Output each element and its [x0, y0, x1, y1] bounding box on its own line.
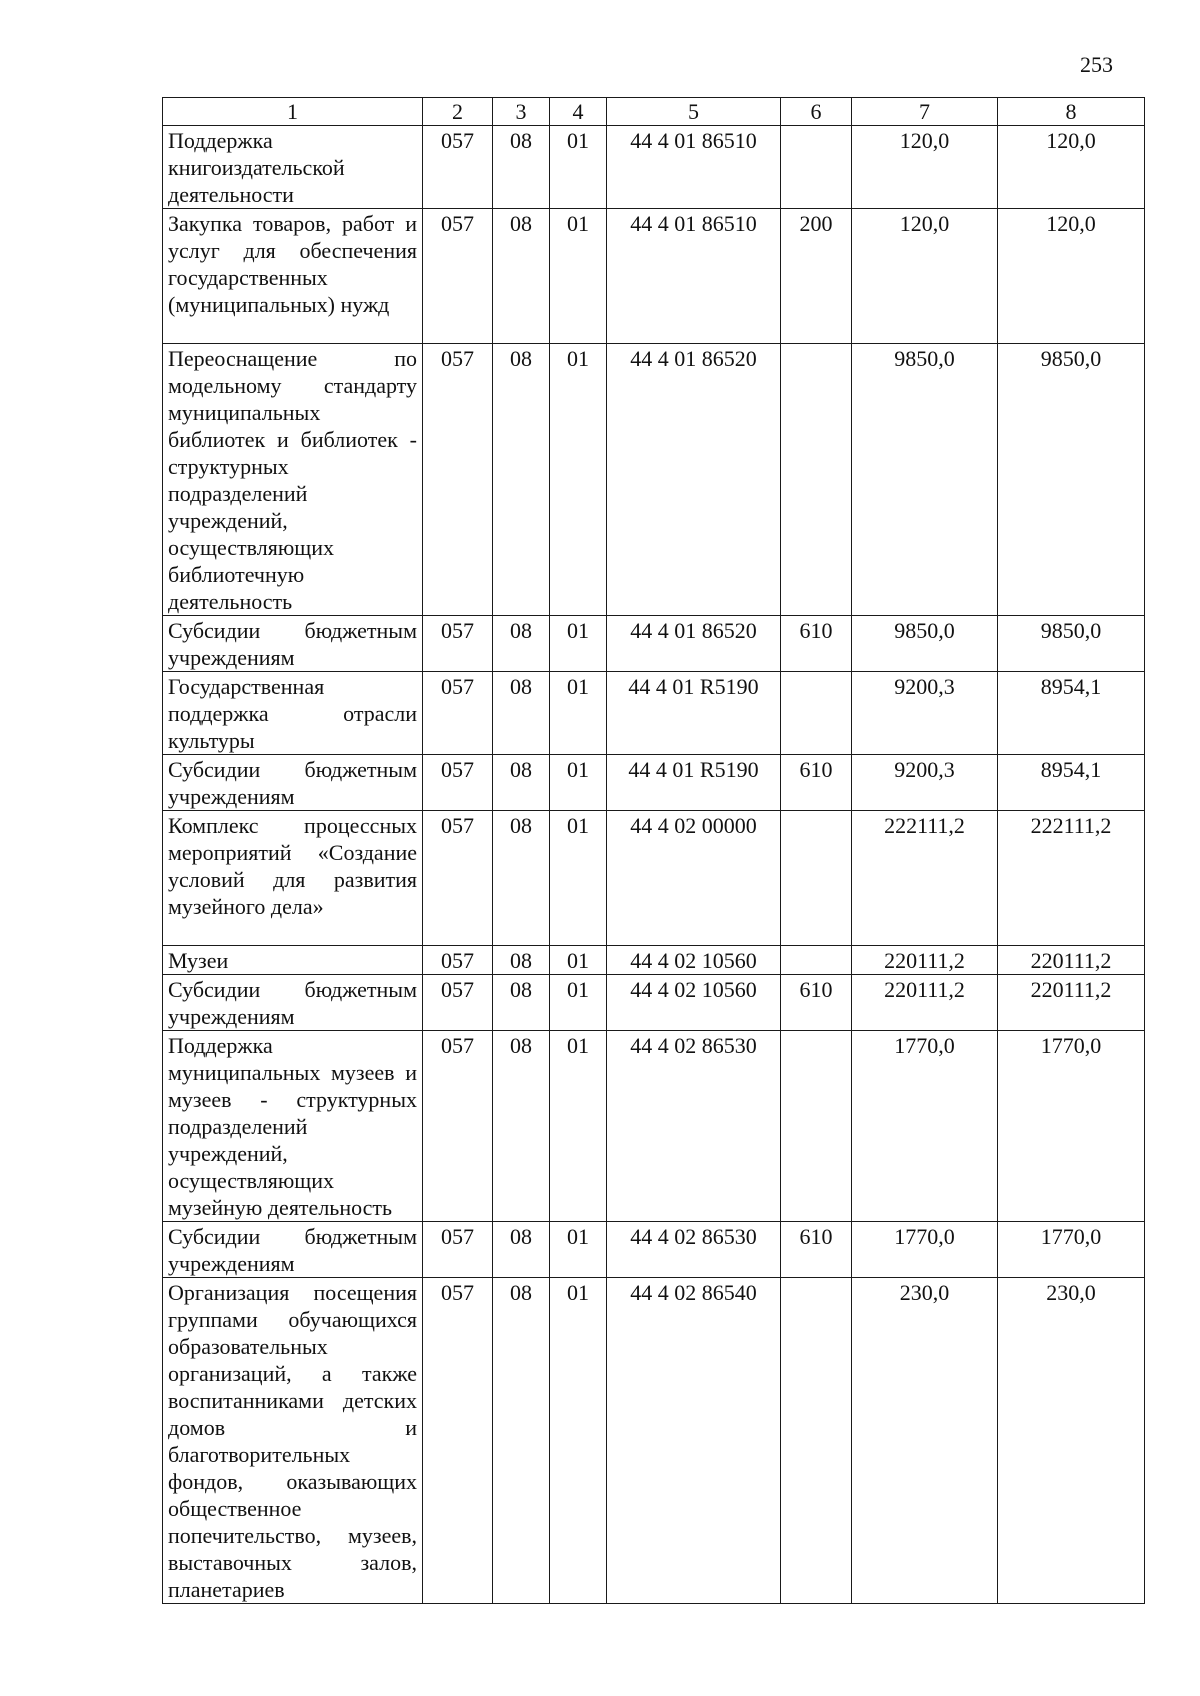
cell-subsection: 01: [550, 1278, 607, 1604]
cell-target-article: 44 4 01 86520: [607, 344, 781, 616]
cell-expense-type: 610: [781, 616, 852, 672]
cell-subsection: 01: [550, 1031, 607, 1222]
row-name: Музеи: [163, 946, 423, 975]
cell-amount-1: 9200,3: [852, 755, 998, 811]
cell-expense-type: [781, 344, 852, 616]
cell-amount-1: 230,0: [852, 1278, 998, 1604]
column-header: 6: [781, 98, 852, 126]
cell-amount-2: 8954,1: [998, 755, 1145, 811]
cell-amount-2: 9850,0: [998, 616, 1145, 672]
cell-expense-type: 610: [781, 975, 852, 1031]
cell-target-article: 44 4 02 10560: [607, 975, 781, 1031]
column-header: 1: [163, 98, 423, 126]
cell-target-article: 44 4 02 10560: [607, 946, 781, 975]
cell-section: 08: [493, 1222, 550, 1278]
cell-target-article: 44 4 01 R5190: [607, 672, 781, 755]
table-row: [163, 811, 1145, 946]
cell-amount-2: 222111,2: [998, 811, 1145, 946]
table-row: [163, 126, 1145, 209]
cell-amount-1: 9200,3: [852, 672, 998, 755]
cell-ministry: 057: [423, 1031, 493, 1222]
cell-amount-1: 120,0: [852, 126, 998, 209]
cell-amount-2: 220111,2: [998, 946, 1145, 975]
row-name: Поддержка книгоиздательской деятельности: [163, 126, 423, 209]
cell-target-article: 44 4 01 86510: [607, 126, 781, 209]
cell-section: 08: [493, 946, 550, 975]
column-header: 4: [550, 98, 607, 126]
cell-ministry: 057: [423, 1222, 493, 1278]
cell-expense-type: 610: [781, 1222, 852, 1278]
cell-ministry: 057: [423, 946, 493, 975]
cell-section: 08: [493, 672, 550, 755]
cell-section: 08: [493, 1031, 550, 1222]
cell-ministry: 057: [423, 126, 493, 209]
row-name: Субсидии бюджетным учреждениям: [163, 1222, 423, 1278]
cell-expense-type: [781, 126, 852, 209]
cell-amount-2: 1770,0: [998, 1222, 1145, 1278]
table-row: [163, 946, 1145, 975]
cell-amount-1: 1770,0: [852, 1222, 998, 1278]
cell-expense-type: [781, 672, 852, 755]
cell-target-article: 44 4 01 86510: [607, 209, 781, 344]
table-row: [163, 616, 1145, 672]
cell-target-article: 44 4 01 R5190: [607, 755, 781, 811]
column-header: 3: [493, 98, 550, 126]
cell-ministry: 057: [423, 616, 493, 672]
cell-amount-1: 1770,0: [852, 1031, 998, 1222]
cell-amount-2: 230,0: [998, 1278, 1145, 1604]
cell-ministry: 057: [423, 811, 493, 946]
row-name: Государственная поддержка отрасли культуры: [163, 672, 423, 755]
cell-amount-2: 1770,0: [998, 1031, 1145, 1222]
cell-ministry: 057: [423, 344, 493, 616]
cell-amount-2: 8954,1: [998, 672, 1145, 755]
cell-subsection: 01: [550, 811, 607, 946]
column-header: 2: [423, 98, 493, 126]
cell-amount-1: 120,0: [852, 209, 998, 344]
cell-subsection: 01: [550, 344, 607, 616]
table-row: [163, 1278, 1145, 1604]
cell-target-article: 44 4 01 86520: [607, 616, 781, 672]
cell-target-article: 44 4 02 00000: [607, 811, 781, 946]
cell-subsection: 01: [550, 126, 607, 209]
cell-amount-1: 220111,2: [852, 975, 998, 1031]
cell-subsection: 01: [550, 975, 607, 1031]
cell-section: 08: [493, 209, 550, 344]
cell-amount-2: 120,0: [998, 126, 1145, 209]
cell-expense-type: [781, 1031, 852, 1222]
cell-expense-type: [781, 811, 852, 946]
cell-subsection: 01: [550, 755, 607, 811]
cell-expense-type: [781, 1278, 852, 1604]
row-name: Комплекс процессных мероприятий «Создание условий для развития музейного дела»: [163, 811, 423, 946]
table-row: [163, 755, 1145, 811]
cell-amount-2: 9850,0: [998, 344, 1145, 616]
cell-amount-1: 9850,0: [852, 616, 998, 672]
budget-table: [162, 97, 1145, 1604]
cell-section: 08: [493, 1278, 550, 1604]
cell-section: 08: [493, 755, 550, 811]
cell-section: 08: [493, 126, 550, 209]
cell-subsection: 01: [550, 616, 607, 672]
row-name: Организация посещения группами обучающихся образовательных организаций, а также воспитанниками детских домов и благотворительных фондов, оказывающих общественное попечительство, музеев, выставочных залов, планетариев: [163, 1278, 423, 1604]
row-name: Субсидии бюджетным учреждениям: [163, 975, 423, 1031]
cell-ministry: 057: [423, 672, 493, 755]
table-row: [163, 975, 1145, 1031]
cell-target-article: 44 4 02 86530: [607, 1031, 781, 1222]
cell-subsection: 01: [550, 946, 607, 975]
cell-ministry: 057: [423, 975, 493, 1031]
cell-target-article: 44 4 02 86540: [607, 1278, 781, 1604]
table-row: [163, 1031, 1145, 1222]
row-name: Поддержка муниципальных музеев и музеев - структурных подразделений учреждений, осуществляющих музейную деятельность: [163, 1031, 423, 1222]
table-row: [163, 209, 1145, 344]
cell-expense-type: 200: [781, 209, 852, 344]
row-name: Субсидии бюджетным учреждениям: [163, 616, 423, 672]
cell-section: 08: [493, 811, 550, 946]
cell-amount-2: 120,0: [998, 209, 1145, 344]
row-name: Субсидии бюджетным учреждениям: [163, 755, 423, 811]
cell-amount-2: 220111,2: [998, 975, 1145, 1031]
column-header: 5: [607, 98, 781, 126]
cell-subsection: 01: [550, 672, 607, 755]
page-number: 253: [1080, 52, 1113, 77]
row-name: Переоснащение по модельному стандарту муниципальных библиотек и библиотек - структурных подразделений учреждений, осуществляющих библиотечную деятельность: [163, 344, 423, 616]
cell-ministry: 057: [423, 1278, 493, 1604]
cell-ministry: 057: [423, 755, 493, 811]
column-header: 7: [852, 98, 998, 126]
cell-section: 08: [493, 975, 550, 1031]
cell-ministry: 057: [423, 209, 493, 344]
column-header: 8: [998, 98, 1145, 126]
cell-expense-type: 610: [781, 755, 852, 811]
cell-target-article: 44 4 02 86530: [607, 1222, 781, 1278]
header-row: [163, 98, 1145, 126]
cell-amount-1: 222111,2: [852, 811, 998, 946]
cell-amount-1: 9850,0: [852, 344, 998, 616]
table-row: [163, 344, 1145, 616]
cell-amount-1: 220111,2: [852, 946, 998, 975]
cell-section: 08: [493, 616, 550, 672]
cell-subsection: 01: [550, 209, 607, 344]
cell-subsection: 01: [550, 1222, 607, 1278]
row-name: Закупка товаров, работ и услуг для обеспечения государственных (муниципальных) нужд: [163, 209, 423, 344]
table-row: [163, 1222, 1145, 1278]
cell-expense-type: [781, 946, 852, 975]
table-row: [163, 672, 1145, 755]
cell-section: 08: [493, 344, 550, 616]
